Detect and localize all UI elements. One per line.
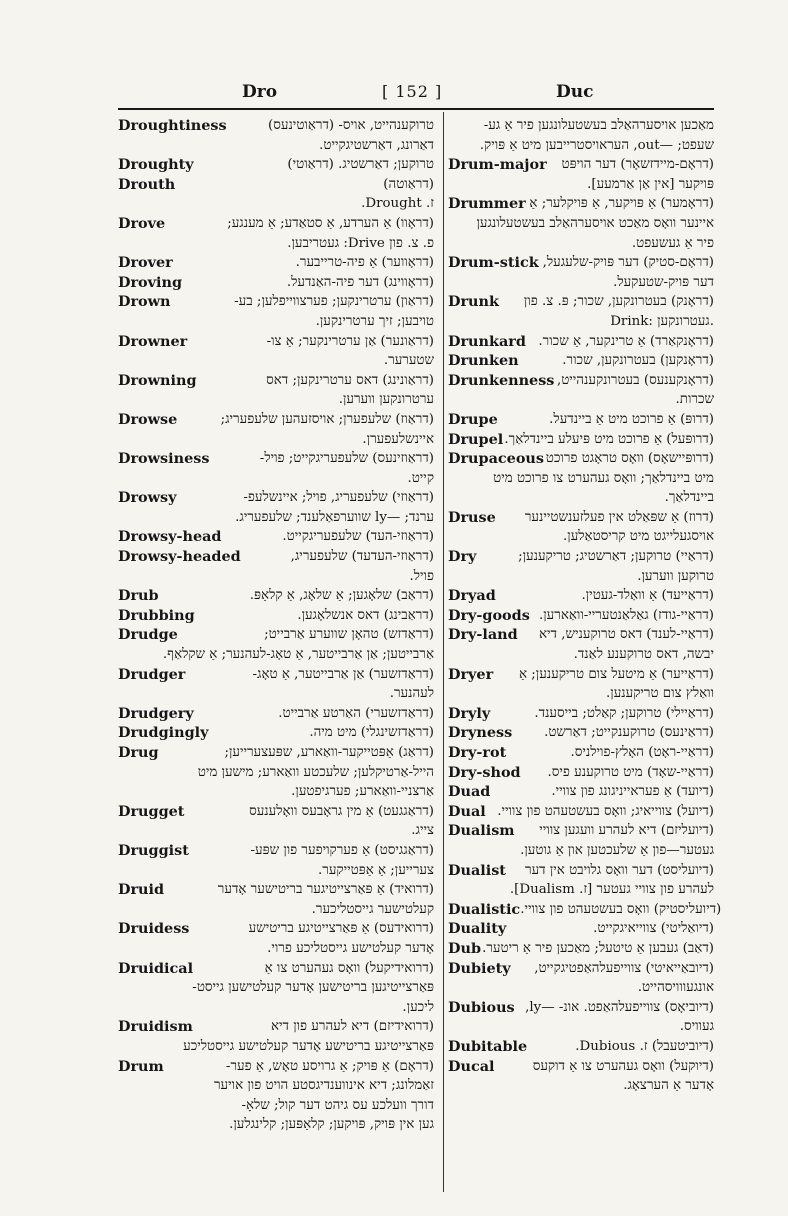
entry-definition: (דיועליסטיק) וואָס בעשטעהט פון צוויי. xyxy=(520,901,722,917)
headword: Dry-goods xyxy=(448,606,530,624)
entry-first-line xyxy=(118,606,434,626)
entry-definition: ז. Drought. xyxy=(361,196,434,212)
entry-definition: (דראַוטה) xyxy=(383,176,434,192)
dictionary-entry xyxy=(448,449,714,508)
definition-continuation: פּויקער [אין אַן אַרמעע]. xyxy=(587,176,714,192)
dictionary-entry xyxy=(118,332,434,371)
entry-first-line xyxy=(448,351,714,371)
entry-definition: (דראַוזי-העדעד) שלעפעריג, xyxy=(290,549,434,565)
dictionary-entry xyxy=(118,880,434,919)
dictionary-entry xyxy=(448,1057,714,1096)
headword: Dualistic xyxy=(448,900,521,918)
entry-first-line xyxy=(118,253,434,273)
entry-first-line xyxy=(118,175,434,195)
headword: Drummer xyxy=(448,195,526,213)
dictionary-entry xyxy=(448,900,722,920)
entry-definition: (דרוז) אַ שפּאַלט אין פעלזענשטיינער xyxy=(524,509,714,525)
headword: Dubiety xyxy=(448,959,511,977)
dictionary-entry xyxy=(448,782,714,802)
entry-definition: (דראַייער) אַ מיטעל צום טריקענען; אַ xyxy=(519,666,714,682)
entry-definition: (דראַון) ערטרינקען; פערצווייפלען; בע- xyxy=(234,294,434,310)
entry-definition: (דראַוזינעס) שלעפעריגקייט; פויל- xyxy=(259,451,434,467)
headword: Drubbing xyxy=(118,606,195,624)
definition-continuation: פ. צ. פון Drive: געטריבען. xyxy=(287,235,434,251)
entry-definition: (דראַיילי) טרוקען; קאַלט; בייסענד. xyxy=(534,705,714,721)
entry-definition: (דראַיי-גודז) גאַלאַנטעריי-וואַארען. xyxy=(539,607,714,623)
entry-first-line xyxy=(118,292,434,312)
definition-continuation: לעהרע פון צוויי געטער [ז. Dualism]. xyxy=(509,882,714,898)
entry-definition: (דראַב) שלאָגען; אַ שלאָג, אַ קלאַפּ. xyxy=(249,588,434,604)
entry-definition: (דראָמער) אַ פּויקער, אַ פּויקלער; אַ xyxy=(529,196,714,212)
headword: Druid xyxy=(118,881,165,899)
definition-continuation: קייט. xyxy=(407,470,434,486)
dictionary-entry xyxy=(118,547,434,586)
headword: Dubitable xyxy=(448,1037,528,1055)
header-rule xyxy=(118,108,714,110)
entry-first-line xyxy=(118,332,434,352)
headword: Drum xyxy=(118,1057,164,1075)
dictionary-entry xyxy=(118,155,434,175)
entry-first-line xyxy=(448,998,714,1018)
dictionary-entry xyxy=(448,116,714,155)
definition-continuation: ערטרונקען ווערען. xyxy=(338,392,434,408)
headword: Drum-major xyxy=(448,156,547,174)
headword: Drowsiness xyxy=(118,450,210,468)
entry-first-line xyxy=(118,371,434,391)
dictionary-entry xyxy=(118,292,434,331)
headword: Drug xyxy=(118,744,159,761)
dictionary-entry xyxy=(118,410,434,449)
definition-continuation: שכרות. xyxy=(675,392,714,408)
definition-continuation: מאַכען אויסערהאַלב בעשטעלונגען פיר אַ גע- xyxy=(483,118,714,133)
entry-first-line xyxy=(118,665,434,685)
dictionary-entry xyxy=(118,802,434,841)
entry-definition: (דרופּעל) אַ פרוכט מיט פּיעלע ביינדלאַך. xyxy=(504,431,714,447)
definition-continuation: צייג. xyxy=(411,823,434,839)
dictionary-entry xyxy=(448,371,714,410)
headword: Drowse xyxy=(118,410,178,428)
entry-first-line xyxy=(448,821,714,841)
entry-first-line xyxy=(118,547,434,567)
entry-first-line xyxy=(448,900,722,920)
headword: Dry-shod xyxy=(448,763,521,781)
entry-definition: טרוקענהייט, אויס- (דראַוטינעס) xyxy=(268,118,434,133)
definition-continuation: איינער וואָס מאַכט אויסערהאַלב בעשטעלונגען xyxy=(476,215,714,231)
headword: Droving xyxy=(118,273,183,291)
headword: Drupel xyxy=(448,430,504,448)
headword: Dry-land xyxy=(448,626,518,644)
entry-definition: (דרופּיישאָס) וואָס טראָגט פרוכט xyxy=(545,451,714,467)
entry-first-line xyxy=(448,1037,714,1057)
entry-definition: (דרואיד) אַ פּאַרצייטיגער בריטישער אָדער xyxy=(217,882,434,898)
dictionary-entry xyxy=(448,586,714,606)
entry-definition: (דראָם-סטיק) דער פּויק-שלעגעל, xyxy=(542,255,714,271)
dictionary-entry xyxy=(118,194,434,214)
dictionary-entry xyxy=(118,723,434,743)
definition-continuation: הייל-אַרטיקלען; שלעכטע וואַארע; מישען מיט xyxy=(197,764,434,780)
entry-first-line xyxy=(118,880,434,900)
definition-continuation: אָדער אַ הערצאָג. xyxy=(623,1078,714,1094)
headword: Drowsy-head xyxy=(118,528,222,546)
definition-continuation: דורך וועלכע עס גיהט דער קול; שלאָ- xyxy=(241,1097,434,1113)
entry-first-line xyxy=(448,861,714,881)
entry-definition: (דראַוז) שלעפערן; אויסזעהען שלעפעריג; xyxy=(220,411,434,427)
dictionary-entry xyxy=(118,527,434,547)
definition-continuation: פּאַרצייטיגע בריטישע אָדער קעלטישע גייסטליכע xyxy=(183,1038,434,1054)
dictionary-entry xyxy=(448,939,714,959)
entry-definition: (דרואידיזם) דיא לעהרע פון דיא xyxy=(270,1019,434,1035)
dictionary-entry xyxy=(448,292,714,331)
entry-first-line xyxy=(118,586,434,606)
dictionary-entry xyxy=(118,1017,434,1056)
dictionary-entry xyxy=(118,116,434,155)
entry-definition: (דראַדזשערי) האַרטע אַרבייט. xyxy=(278,705,434,721)
entry-definition: (דרואידיקעל) וואָס געהערט צו אַ xyxy=(264,960,434,976)
definition-continuation: ליכען. xyxy=(402,999,434,1015)
dictionary-entry xyxy=(448,861,714,900)
dictionary-entry xyxy=(118,743,434,802)
dictionary-entry xyxy=(448,253,714,292)
dictionary-entry xyxy=(118,841,434,880)
headword: Drub xyxy=(118,587,159,605)
entry-first-line xyxy=(448,606,714,626)
definition-continuation: שעפט; —out, העראויסטרייבען מיט אַ פּויק. xyxy=(479,137,714,153)
entry-first-line xyxy=(448,939,714,959)
entry-definition: (דראַג) אַפּטייקער-וואַארע, שפּעצערייען; xyxy=(224,745,434,760)
definition-continuation: יבשה, דאס טרוקענע לאַנד. xyxy=(573,647,714,663)
definition-continuation: געוויס. xyxy=(679,1019,714,1035)
entry-first-line xyxy=(448,802,714,822)
headword: Drover xyxy=(118,254,173,272)
entry-definition: (דיועד) אַ פעראייניגונג פון צוויי. xyxy=(551,784,714,800)
dictionary-entry xyxy=(448,332,714,352)
headword: Druidical xyxy=(118,959,194,977)
entry-first-line xyxy=(448,665,714,685)
entry-definition: (דיועל) צווייאיג; וואָס בעשטעהט פון צוויי. xyxy=(497,803,714,819)
entry-first-line xyxy=(448,1057,714,1077)
headword: Dry xyxy=(448,548,477,566)
headword: Drunken xyxy=(448,352,519,370)
definition-continuation: אָדער קעלטישע גייסטליכע פרוי. xyxy=(267,940,434,956)
entry-first-line xyxy=(448,959,714,979)
entry-definition: (דיוקעל) וואָס געהערט צו אַ דוקעס xyxy=(532,1058,714,1074)
entry-first-line xyxy=(448,371,714,391)
entry-first-line xyxy=(118,625,434,645)
headword: Druidess xyxy=(118,920,190,938)
dictionary-entry xyxy=(118,606,434,626)
definition-continuation: ביינדלאַך. xyxy=(664,490,714,506)
dictionary-entry xyxy=(448,1037,714,1057)
dictionary-entry xyxy=(448,959,714,998)
entry-first-line xyxy=(448,194,714,214)
entry-first-line xyxy=(118,527,434,547)
entry-definition: (דאַב) געבען אַ טיטעל; מאַכען פיר אַ ריטער. xyxy=(482,940,714,956)
entry-first-line xyxy=(448,253,714,273)
entry-definition: (דראַדזש) טהאָן שווערע אַרבייט; xyxy=(264,627,434,643)
headword: Dubious xyxy=(448,998,515,1016)
entry-first-line xyxy=(118,1017,434,1037)
entry-first-line xyxy=(118,743,434,763)
dictionary-entry xyxy=(448,743,714,763)
entry-first-line xyxy=(118,841,434,861)
entry-definition: (דראַדזשער) אַן אַרבייטער, אַ טאָג- xyxy=(252,666,434,682)
dictionary-entry xyxy=(448,194,714,253)
entry-first-line xyxy=(448,919,714,939)
entry-first-line xyxy=(448,292,714,312)
entry-first-line xyxy=(118,919,434,939)
dictionary-entry xyxy=(448,606,714,626)
entry-definition: (דראָווינג) דער פיה-האַנדעל. xyxy=(286,274,434,290)
dictionary-entry xyxy=(448,821,714,860)
dictionary-entry xyxy=(118,919,434,958)
entry-first-line xyxy=(118,802,434,822)
definition-continuation: גען אין פּויק, פּויקען; קלאַפּען; קלינגלען. xyxy=(229,1117,434,1133)
entry-definition: (דראָווער) אַ פיה-טרייבער. xyxy=(295,255,434,271)
definition-continuation: לעהנער. xyxy=(389,686,434,702)
headword: Ducal xyxy=(448,1057,495,1075)
entry-first-line xyxy=(448,430,714,450)
headword: Drupe xyxy=(448,410,498,428)
headword: Drowsy xyxy=(118,489,177,507)
entry-definition: (דיובאַייאיטי) צווייפעלהאַפטיגקייט, xyxy=(534,960,714,976)
headword: Drouth xyxy=(118,175,176,193)
entry-first-line xyxy=(118,1057,434,1077)
entry-first-line xyxy=(448,155,714,175)
entry-first-line xyxy=(448,723,714,743)
headword: Druggist xyxy=(118,841,189,859)
definition-continuation: געטער—פון אַ שלעכטען און אַ גוטען. xyxy=(520,842,714,858)
entry-definition: (דיואַליטי) צווייאיגקייט. xyxy=(593,921,714,937)
headword: Drunkenness xyxy=(448,371,555,389)
dictionary-entry xyxy=(118,175,434,195)
entry-definition: (דראָנקען) בעטרונקען, שכור. xyxy=(562,353,714,369)
dictionary-entry xyxy=(448,410,714,430)
headword: Drudger xyxy=(118,665,186,683)
entry-definition: (דראַיי-לענד) דאס טרוקעניש, דיא xyxy=(539,627,714,643)
entry-first-line xyxy=(448,782,714,802)
definition-continuation: אונגעווויסהייט. xyxy=(637,980,714,996)
entry-definition: (דראָנקאַרד) אַ טרינקער, אַ שכור. xyxy=(538,333,714,349)
headword: Drowsy-headed xyxy=(118,548,241,566)
definition-continuation: דאַרונג, דאַרשטיגקייט. xyxy=(319,137,434,153)
dictionary-entry xyxy=(118,586,434,606)
definition-continuation: דער פּויק-שטעקעל. xyxy=(613,274,714,290)
dictionary-entry xyxy=(118,959,434,1018)
entry-definition: (דראַייעד) אַ וואַלד-געטין. xyxy=(581,588,714,604)
headword: Droughtiness xyxy=(118,117,227,134)
entry-definition: (דיועליזם) דיא לעהרע וועגען צוויי xyxy=(539,823,714,839)
entry-first-line xyxy=(448,547,714,567)
definition-continuation: ערנד; —ly שווערפאַלענד; שלעפעריג. xyxy=(235,509,434,525)
definition-continuation: אויסגעלייגט מיט קריסטאַלען. xyxy=(563,529,714,545)
dictionary-entry xyxy=(448,625,714,664)
headword: Drugget xyxy=(118,802,185,820)
dictionary-entry xyxy=(448,919,714,939)
headword: Drunkard xyxy=(448,332,526,350)
dictionary-entry xyxy=(448,704,714,724)
entry-first-line xyxy=(118,488,434,508)
dictionary-entry xyxy=(118,253,434,273)
dictionary-entry xyxy=(448,763,714,783)
entry-definition: (דראַוזי-העד) שלעפעריגקייט. xyxy=(282,529,434,545)
dictionary-entry xyxy=(118,665,434,704)
entry-first-line xyxy=(448,704,714,724)
headword: Druse xyxy=(448,508,496,526)
headword: Dryness xyxy=(448,724,513,742)
headword: Drove xyxy=(118,214,166,232)
definition-continuation: וואַלץ צום טריקענען. xyxy=(606,686,714,702)
entry-definition: (דראַבינג) דאס אנשלאָגען. xyxy=(297,607,434,623)
headword: Drunk xyxy=(448,293,499,311)
entry-definition: (דראַוזי) שלעפעריג, פויל; איינשלעפ- xyxy=(243,490,434,506)
entry-definition: (דראַונער) אַן ערטרינקער; אַ צו- xyxy=(266,333,434,349)
entry-first-line xyxy=(118,449,434,469)
entry-first-line xyxy=(118,194,434,214)
entry-definition: (דראַגגעט) אַ מין גראָבעס וואָלענעס xyxy=(249,803,434,819)
dictionary-entry xyxy=(448,547,714,586)
headword: Drudge xyxy=(118,626,178,644)
dictionary-entry xyxy=(118,371,434,410)
entry-definition: (דראָנקענעס) בעטרונקענהייט, xyxy=(556,372,714,388)
definition-continuation: טויבען; זיך ערטרינקען. xyxy=(315,313,434,329)
dictionary-entry xyxy=(448,351,714,371)
definition-continuation: פּאַרצייטיגען בריטישען אָדער קעלטישען גייסט- xyxy=(192,980,434,996)
dictionary-entry xyxy=(118,449,434,488)
headword: Drowning xyxy=(118,371,197,389)
headword: Duality xyxy=(448,920,507,938)
dictionary-entry xyxy=(448,430,714,450)
entry-definition: (דיועליסט) דער וואָס גלויבט אין דער xyxy=(525,862,714,878)
entry-first-line xyxy=(118,116,434,136)
headword: Dub xyxy=(448,939,482,957)
entry-first-line xyxy=(448,410,714,430)
headword: Druidism xyxy=(118,1018,193,1036)
entry-definition: (דראַונינג) דאס ערטרינקען; דאס xyxy=(266,372,434,388)
entry-first-line xyxy=(448,763,714,783)
entry-definition: (דראָם) אַ פּויק; אַ גרויסע טאָש, אַ פער- xyxy=(225,1058,434,1074)
entry-definition: (דראַיי) טרוקען; דאַרשטיג; טריקענען; xyxy=(518,549,714,565)
definition-continuation: צערייען; אַ אַפּטייקער. xyxy=(318,862,434,878)
entry-definition: (דראָם-מיידזשאָר) דער הויפּט xyxy=(561,157,714,173)
entry-definition: (דרופּ) אַ פרוכט מיט אַ ביינדעל. xyxy=(549,411,714,427)
dictionary-entry xyxy=(448,508,714,547)
definition-continuation: פויל. xyxy=(409,568,434,584)
entry-first-line xyxy=(118,723,434,743)
entry-definition: (דראַיי-שאָד) מיט טרוקענע פיס. xyxy=(547,764,714,780)
entry-definition: (דראָוו) אַ הערדע, אַ סטאַדע; אַ מענגע; xyxy=(227,215,434,231)
entry-definition: (דראַיי-ראָט) האָלץ-פוילניס. xyxy=(570,745,714,760)
definition-continuation: איינשלעפערן. xyxy=(362,431,434,447)
definition-continuation: מיט ביינדלאַך; וואָס געהערט צו פרוכט מיט xyxy=(493,470,714,486)
entry-first-line xyxy=(448,625,714,645)
headword: Drudgingly xyxy=(118,724,209,742)
column-divider xyxy=(443,112,444,1192)
entry-definition: (דיוביאָס) צווייפעלהאַפט. אונ- —ly, xyxy=(525,999,714,1015)
entry-first-line xyxy=(448,586,714,606)
entry-definition: (דראַגגיסט) אַ פערקויפער פון שפּע- xyxy=(250,842,434,858)
entry-first-line xyxy=(448,508,714,528)
headword: Dual xyxy=(448,802,486,820)
entry-definition: טרוקען; דאַרשטיג. (דראַוטי) xyxy=(287,157,434,173)
left-column xyxy=(118,116,434,1135)
headword: Dualism xyxy=(448,822,515,840)
running-head-right: Duc xyxy=(556,82,594,102)
headword: Dryer xyxy=(448,665,494,683)
page-number: [ 152 ] xyxy=(382,82,443,101)
entry-definition: (דראַדזשינגלי) מיט מיה. xyxy=(309,725,434,741)
dictionary-entry xyxy=(448,723,714,743)
entry-first-line xyxy=(448,743,714,763)
headword: Duad xyxy=(448,783,491,801)
running-head-left: Dro xyxy=(242,82,278,102)
headword: Drown xyxy=(118,293,171,311)
dictionary-entry xyxy=(118,625,434,664)
entry-first-line xyxy=(118,704,434,724)
entry-first-line xyxy=(118,410,434,430)
dictionary-entry xyxy=(118,1057,434,1135)
headword: Drowner xyxy=(118,332,188,350)
definition-continuation: פיר אַ געשעפט. xyxy=(631,235,714,251)
headword: Dryly xyxy=(448,704,491,722)
right-column xyxy=(448,116,722,1096)
dictionary-entry xyxy=(448,665,714,704)
entry-first-line xyxy=(448,449,714,469)
headword: Droughty xyxy=(118,156,194,174)
headword: Dryad xyxy=(448,587,496,605)
dictionary-entry xyxy=(448,998,714,1037)
entry-first-line xyxy=(118,214,434,234)
entry-definition: (דראַינעס) טרוקענקייט; דאַרשט. xyxy=(544,725,714,741)
headword: Drudgery xyxy=(118,704,194,722)
entry-definition: (דרואידעס) אַ פּאַרצייטיגע בריטישע xyxy=(248,921,434,937)
definition-continuation: זאַמלונג; דיא אינווענדיגסטע הויט פון אויער xyxy=(213,1078,434,1094)
entry-first-line xyxy=(118,155,434,175)
entry-first-line xyxy=(448,332,714,352)
dictionary-entry xyxy=(118,704,434,724)
headword: Drupaceous xyxy=(448,450,544,468)
dictionary-entry xyxy=(118,488,434,527)
dictionary-entry xyxy=(448,155,714,194)
headword: Drum-stick xyxy=(448,254,539,272)
definition-continuation: אַרבייטען; אַן אַרבייטער, אַ טאָג-לעהנער; אַ שקלאַף. xyxy=(162,647,434,663)
definition-continuation: קעלטישער גייסטליכער. xyxy=(311,901,434,917)
definition-continuation: טרוקען ווערען. xyxy=(637,568,714,584)
entry-definition: (דיוביטעבל) ז. Dubious. xyxy=(575,1038,714,1054)
dictionary-entry xyxy=(118,273,434,293)
dictionary-entry xyxy=(118,214,434,253)
entry-first-line xyxy=(118,959,434,979)
headword: Dry-rot xyxy=(448,744,507,761)
entry-definition: (דראָנק) בעטרונקען, שכור; פּ. צ. פון xyxy=(523,294,714,310)
definition-continuation: שטערער. xyxy=(383,353,434,369)
definition-continuation: אַרצניי-וואַארע; פערגיפטען. xyxy=(291,784,434,800)
definition-continuation: Drink: געטרונקען. xyxy=(610,313,714,329)
entry-first-line xyxy=(118,273,434,293)
dictionary-entry xyxy=(448,802,714,822)
headword: Dualist xyxy=(448,861,506,879)
